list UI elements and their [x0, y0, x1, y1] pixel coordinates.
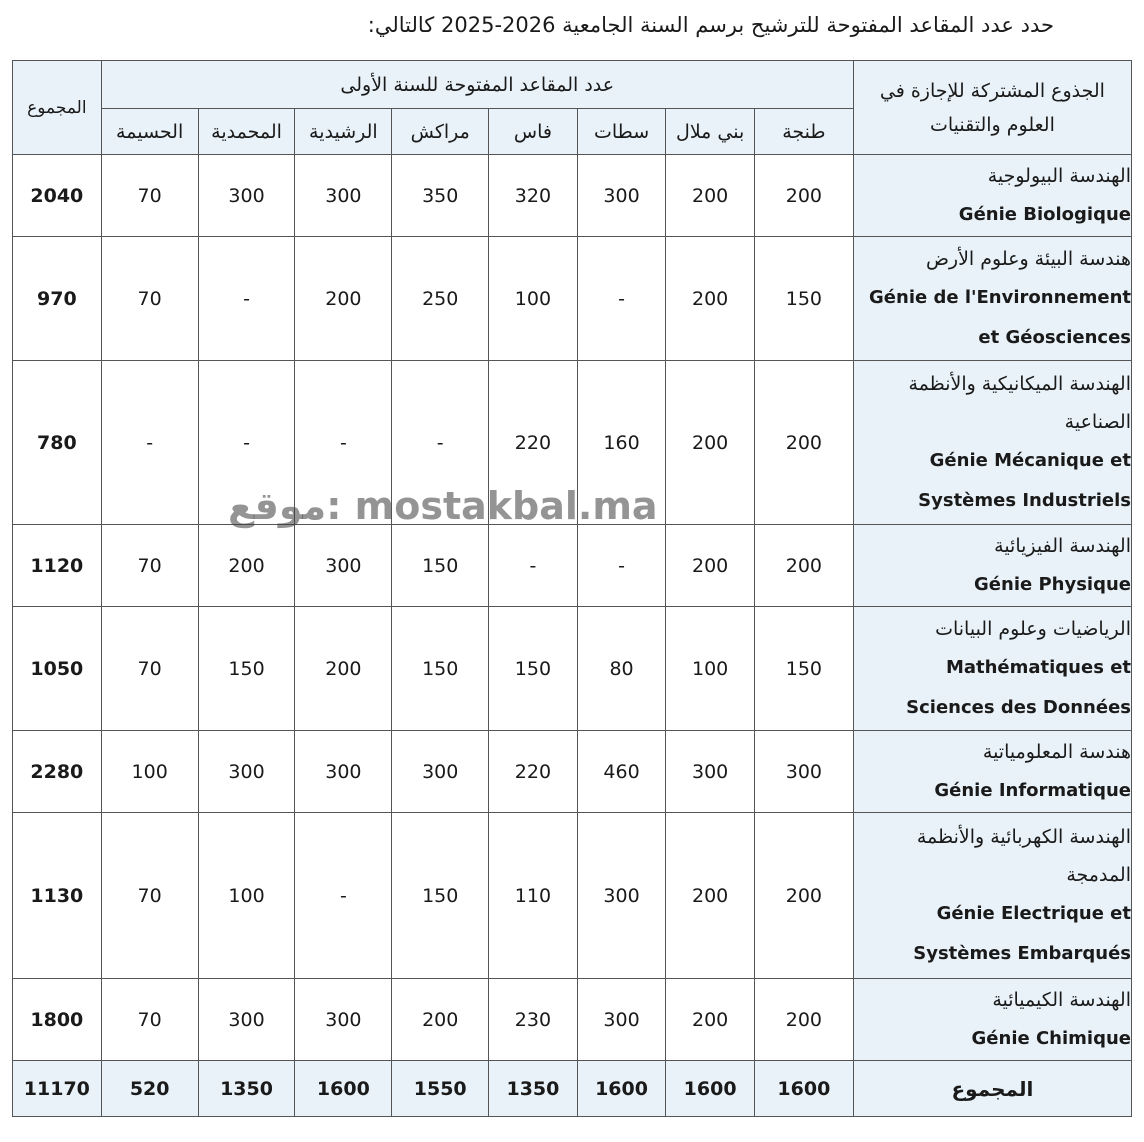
common-trunk-cell	[853, 979, 1131, 1061]
common-trunk-cell	[853, 237, 1131, 361]
city-sum: 1600	[295, 1061, 392, 1117]
seat-count: 200	[295, 237, 392, 361]
seat-count: 70	[101, 813, 198, 979]
row-total: 1800	[13, 979, 102, 1061]
seat-count: 300	[295, 525, 392, 607]
common-trunk-cell	[853, 607, 1131, 731]
trunk-name-fr: Génie Informatique	[934, 779, 1131, 801]
seat-count: 70	[101, 525, 198, 607]
table-row	[13, 731, 1132, 813]
seat-count: 300	[295, 979, 392, 1061]
trunk-name-fr: Génie Physique	[974, 573, 1131, 595]
city-sum: 1600	[666, 1061, 755, 1117]
seat-count: 300	[295, 731, 392, 813]
watermark: موقع: mostakbal.ma	[228, 484, 658, 528]
seat-count: 300	[666, 731, 755, 813]
seat-count: 70	[101, 155, 198, 237]
common-trunk-cell	[853, 155, 1131, 237]
seat-count: 460	[577, 731, 666, 813]
seat-count: 200	[754, 813, 853, 979]
grand-total: 11170	[13, 1061, 102, 1117]
seat-count: 300	[577, 813, 666, 979]
trunk-name-ar: الهندسة الكهربائية والأنظمة المدمجة	[916, 825, 1131, 886]
city-header: بني ملال	[666, 109, 755, 155]
city-header: المحمدية	[198, 109, 295, 155]
seat-count: 250	[392, 237, 489, 361]
seat-count: -	[577, 237, 666, 361]
seat-count: 350	[392, 155, 489, 237]
seat-count: 220	[489, 731, 578, 813]
seat-count: 200	[754, 979, 853, 1061]
city-sum: 520	[101, 1061, 198, 1117]
seat-count: 300	[392, 731, 489, 813]
row-total: 2040	[13, 155, 102, 237]
seat-count: -	[392, 361, 489, 525]
seat-count: -	[577, 525, 666, 607]
trunk-name-ar: الهندسة الكيميائية	[992, 988, 1131, 1011]
seat-count: 300	[577, 155, 666, 237]
table-row	[13, 607, 1132, 731]
seat-count: 150	[754, 237, 853, 361]
seat-count: 200	[754, 155, 853, 237]
seat-count: 200	[666, 813, 755, 979]
seat-count: 100	[489, 237, 578, 361]
seat-count: 300	[577, 979, 666, 1061]
seat-count: -	[101, 361, 198, 525]
seat-count: 200	[666, 979, 755, 1061]
trunk-name-ar: الهندسة الفيزيائية	[994, 534, 1131, 557]
city-header: سطات	[577, 109, 666, 155]
table-row	[13, 237, 1132, 361]
seat-count: 300	[754, 731, 853, 813]
seat-count: 150	[489, 607, 578, 731]
trunk-name-ar: الهندسة البيولوجية	[987, 164, 1131, 187]
seat-count: -	[489, 525, 578, 607]
seat-count: 200	[666, 361, 755, 525]
trunk-name-fr: et Géosciences	[978, 326, 1131, 348]
city-sum: 1600	[754, 1061, 853, 1117]
seat-count: 100	[101, 731, 198, 813]
seat-count: 200	[392, 979, 489, 1061]
table-row	[13, 525, 1132, 607]
seat-count: 150	[198, 607, 295, 731]
row-total: 1120	[13, 525, 102, 607]
seat-count: 200	[754, 525, 853, 607]
table-row	[13, 361, 1132, 525]
seat-count: 150	[392, 607, 489, 731]
seat-count: 200	[754, 361, 853, 525]
common-trunk-cell	[853, 525, 1131, 607]
trunk-name-fr: Génie de l'Environnement	[869, 286, 1131, 308]
trunk-name-ar: الهندسة الميكانيكية والأنظمة الصناعية	[908, 372, 1131, 433]
row-total: 970	[13, 237, 102, 361]
sum-label: المجموع	[853, 1061, 1131, 1117]
seat-count: 70	[101, 607, 198, 731]
seats-table	[12, 60, 1132, 1117]
trunk-name-fr: Génie Mécanique et	[929, 449, 1131, 471]
seat-count: 150	[392, 813, 489, 979]
city-header: الرشيدية	[295, 109, 392, 155]
trunk-name-fr: Systèmes Embarqués	[913, 942, 1131, 964]
seats-header: عدد المقاعد المفتوحة للسنة الأولى	[101, 61, 853, 109]
seat-count: 160	[577, 361, 666, 525]
table-row	[13, 155, 1132, 237]
seat-count: 300	[198, 979, 295, 1061]
trunk-name-fr: Sciences des Données	[906, 696, 1131, 718]
row-total: 1130	[13, 813, 102, 979]
trunk-name-fr: Génie Chimique	[971, 1027, 1131, 1049]
seat-count: 70	[101, 979, 198, 1061]
common-trunk-header: الجذوع المشتركة للإجازة في العلوم والتقنيات	[853, 61, 1131, 155]
seat-count: -	[295, 361, 392, 525]
trunk-name-fr: Mathématiques et	[945, 656, 1131, 678]
trunk-name-ar: هندسة المعلومياتية	[982, 740, 1131, 763]
trunk-name-fr: Génie Electrique et	[936, 902, 1131, 924]
city-sum: 1350	[489, 1061, 578, 1117]
seat-count: -	[198, 361, 295, 525]
row-total: 2280	[13, 731, 102, 813]
seat-count: 300	[198, 155, 295, 237]
table-row	[13, 813, 1132, 979]
seat-count: 100	[666, 607, 755, 731]
seat-count: 200	[198, 525, 295, 607]
sum-row	[13, 1061, 1132, 1117]
seat-count: 150	[754, 607, 853, 731]
common-trunk-cell	[853, 361, 1131, 525]
seat-count: 70	[101, 237, 198, 361]
city-header: مراكش	[392, 109, 489, 155]
common-trunk-cell	[853, 813, 1131, 979]
seat-count: 100	[198, 813, 295, 979]
trunk-name-fr: Génie Biologique	[958, 203, 1131, 225]
city-header: الحسيمة	[101, 109, 198, 155]
trunk-name-ar: هندسة البيئة وعلوم الأرض	[925, 247, 1131, 270]
seat-count: 80	[577, 607, 666, 731]
seat-count: 110	[489, 813, 578, 979]
seat-count: 220	[489, 361, 578, 525]
trunk-name-fr: Systèmes Industriels	[918, 489, 1131, 511]
seat-count: 300	[295, 155, 392, 237]
seat-count: 320	[489, 155, 578, 237]
seat-count: 230	[489, 979, 578, 1061]
total-header: المجموع	[13, 61, 102, 155]
common-trunk-cell	[853, 731, 1131, 813]
city-header: فاس	[489, 109, 578, 155]
trunk-name-ar: الرياضيات وعلوم البيانات	[935, 617, 1131, 640]
city-sum: 1350	[198, 1061, 295, 1117]
seat-count: 200	[666, 237, 755, 361]
seat-count: 300	[198, 731, 295, 813]
seat-count: 150	[392, 525, 489, 607]
city-sum: 1600	[577, 1061, 666, 1117]
city-header: طنجة	[754, 109, 853, 155]
city-sum: 1550	[392, 1061, 489, 1117]
intro-text: حدد عدد المقاعد المفتوحة للترشيح برسم السنة الجامعية 2026-2025 كالتالي:	[367, 13, 1054, 37]
row-total: 1050	[13, 607, 102, 731]
seat-count: 200	[666, 525, 755, 607]
seat-count: -	[295, 813, 392, 979]
seat-count: 200	[666, 155, 755, 237]
seat-count: -	[198, 237, 295, 361]
table-row	[13, 979, 1132, 1061]
row-total: 780	[13, 361, 102, 525]
seat-count: 200	[295, 607, 392, 731]
